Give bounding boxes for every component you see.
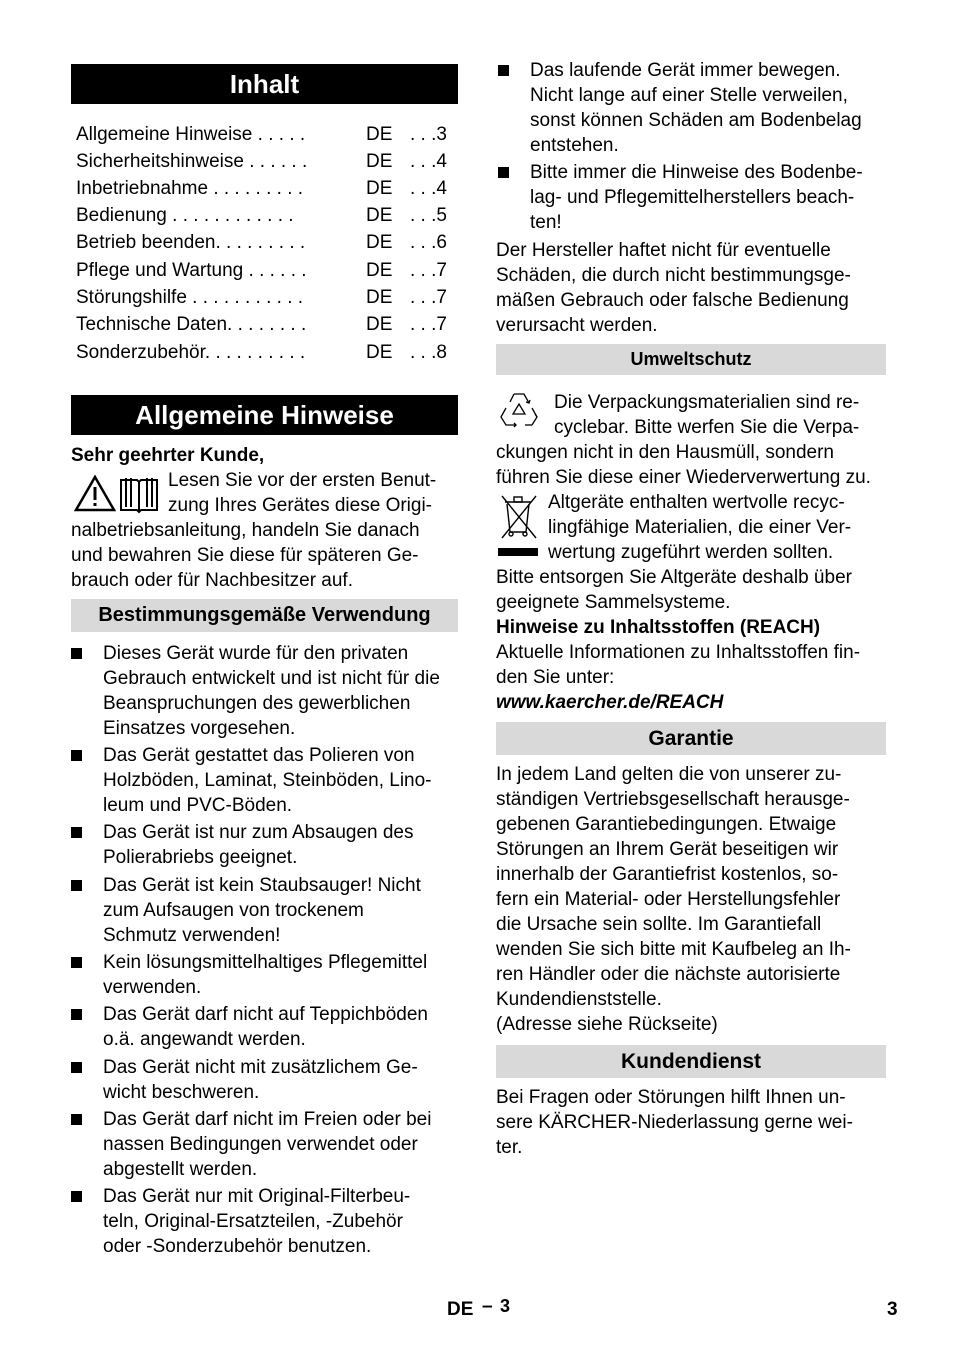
intro-line: nalbetriebsanleitung, handeln Sie danach xyxy=(71,520,420,541)
page-number: 3 xyxy=(887,1299,898,1320)
bullet-line: Das laufende Gerät immer bewegen. xyxy=(530,60,841,81)
warranty-line: wenden Sie sich bitte mit Kaufbeleg an Ih- xyxy=(496,939,851,960)
bullet-square-icon xyxy=(71,827,82,838)
bullet-line: zum Aufsaugen von trockenem xyxy=(103,900,364,921)
bullet-line: nassen Bedingungen verwendet oder xyxy=(103,1134,418,1155)
reach-url-link[interactable]: www.kaercher.de/REACH xyxy=(496,692,724,713)
list-item xyxy=(71,1107,458,1182)
toc-page: . . .7 xyxy=(410,314,447,335)
packaging-line: Die Verpackungsmaterialien sind re- xyxy=(554,392,860,413)
toc-row[interactable] xyxy=(76,257,456,284)
bullet-square-icon xyxy=(498,167,509,178)
old-device-line: Altgeräte enthalten wertvolle recyc- xyxy=(548,492,845,513)
list-item xyxy=(71,873,458,948)
packaging-line: cyclebar. Bitte werfen Sie die Verpa- xyxy=(554,417,860,438)
toc-title: Sonderzubehör. . . . . . . . . . xyxy=(76,342,306,363)
service-line: ter. xyxy=(496,1137,523,1158)
bullet-line: verwenden. xyxy=(103,977,202,998)
warranty-line: gebenen Garantiebedingungen. Etwaige xyxy=(496,814,837,835)
bullet-square-icon xyxy=(71,1114,82,1125)
liability-line: Schäden, die durch nicht bestimmungsge- xyxy=(496,265,851,286)
bullet-line: Schmutz verwenden! xyxy=(103,925,281,946)
toc-page: . . .7 xyxy=(410,260,447,281)
toc-title: Allgemeine Hinweise . . . . . xyxy=(76,124,306,145)
packaging-line: ckungen nicht in den Hausmüll, sondern xyxy=(496,442,834,463)
bullet-line: Holzböden, Laminat, Steinböden, Lino- xyxy=(103,770,432,791)
bullet-line: teln, Original-Ersatzteilen, -Zubehör xyxy=(103,1211,403,1232)
packaging-line: führen Sie diese einer Wiederverwertung zu. xyxy=(496,467,871,488)
bullet-line: Nicht lange auf einer Stelle verweilen, xyxy=(530,85,848,106)
bullet-line: sonst können Schäden am Bodenbelag xyxy=(530,110,862,131)
warranty-line: In jedem Land gelten die von unserer zu- xyxy=(496,764,842,785)
list-item xyxy=(71,950,458,1000)
list-item xyxy=(71,1055,458,1105)
list-item xyxy=(71,1002,458,1052)
toc-row[interactable] xyxy=(76,175,456,202)
bullet-square-icon xyxy=(71,880,82,891)
warranty-line: Störungen an Ihrem Gerät beseitigen wir xyxy=(496,839,839,860)
warranty-line: ren Händler oder die nächste autorisierte xyxy=(496,964,841,985)
bullet-line: lag- und Pflegemittelherstellers beach- xyxy=(530,187,855,208)
bullet-line: Das Gerät darf nicht im Freien oder bei xyxy=(103,1109,432,1130)
liability-line: mäßen Gebrauch oder falsche Bedienung xyxy=(496,290,849,311)
environment-heading: Umweltschutz xyxy=(496,344,886,375)
old-device-line: wertung zugeführt werden sollten. xyxy=(548,542,834,563)
toc-lang: DE xyxy=(366,178,393,199)
bullet-square-icon xyxy=(71,957,82,968)
service-heading: Kundendienst xyxy=(496,1045,886,1078)
bullet-line: abgestellt werden. xyxy=(103,1159,258,1180)
intro-line: zung Ihres Gerätes diese Origi- xyxy=(168,495,433,516)
toc-page: . . .5 xyxy=(410,205,447,226)
footer-lang-page: 3 xyxy=(500,1296,511,1316)
service-line: Bei Fragen oder Störungen hilft Ihnen un- xyxy=(496,1087,846,1108)
toc-row[interactable] xyxy=(76,148,456,175)
bullet-line: Das Gerät ist kein Staubsauger! Nicht xyxy=(103,875,421,896)
bullet-line: Das Gerät nicht mit zusätzlichem Ge- xyxy=(103,1057,418,1078)
toc-lang: DE xyxy=(366,151,393,172)
liability-line: Der Hersteller haftet nicht für eventuelle xyxy=(496,240,831,261)
reach-line: den Sie unter: xyxy=(496,667,615,688)
bullet-line: Polierabriebs geeignet. xyxy=(103,847,298,868)
reach-heading: Hinweise zu Inhaltsstoffen (REACH) xyxy=(496,617,821,638)
warranty-line: innerhalb der Garantiefrist kostenlos, so- xyxy=(496,864,839,885)
bullet-line: o.ä. angewandt werden. xyxy=(103,1029,306,1050)
warranty-line: (Adresse siehe Rückseite) xyxy=(496,1014,718,1035)
old-device-line: Bitte entsorgen Sie Altgeräte deshalb über xyxy=(496,567,852,588)
intro-line: Lesen Sie vor der ersten Benut- xyxy=(168,470,437,491)
toc-title: Bedienung . . . . . . . . . . . . xyxy=(76,205,294,226)
old-device-line: geeignete Sammelsysteme. xyxy=(496,592,731,613)
toc-title: Betrieb beenden. . . . . . . . . xyxy=(76,232,306,253)
toc-page: . . .3 xyxy=(410,124,447,145)
liability-line: verursacht werden. xyxy=(496,315,658,336)
list-item xyxy=(498,58,886,158)
bullet-line: ten! xyxy=(530,212,562,233)
toc-row[interactable] xyxy=(76,284,456,311)
warranty-line: ständigen Vertriebsgesellschaft herausge- xyxy=(496,789,850,810)
bullet-line: Das Gerät nur mit Original-Filterbeu- xyxy=(103,1186,411,1207)
crossed-bin-icon xyxy=(498,492,540,558)
toc-lang: DE xyxy=(366,287,393,308)
toc-title: Pflege und Wartung . . . . . . xyxy=(76,260,307,281)
old-device-line: lingfähige Materialien, die einer Ver- xyxy=(548,517,852,538)
toc-lang: DE xyxy=(366,314,393,335)
bullet-line: Dieses Gerät wurde für den privaten xyxy=(103,643,409,664)
intro-line: brauch oder für Nachbesitzer auf. xyxy=(71,570,353,591)
bullet-line: Das Gerät gestattet das Polieren von xyxy=(103,745,415,766)
list-item xyxy=(71,743,458,818)
toc-row[interactable] xyxy=(76,311,456,338)
usage-heading: Bestimmungsgemäße Verwendung xyxy=(71,599,458,632)
list-item xyxy=(498,160,886,235)
toc-row[interactable] xyxy=(76,202,456,229)
bullet-square-icon xyxy=(71,1062,82,1073)
bullet-line: entstehen. xyxy=(530,135,619,156)
toc-title: Technische Daten. . . . . . . . xyxy=(76,314,307,335)
general-heading: Allgemeine Hinweise xyxy=(71,395,458,435)
greeting: Sehr geehrter Kunde, xyxy=(71,445,265,466)
list-item xyxy=(71,641,458,741)
service-line: sere KÄRCHER-Niederlassung gerne wei- xyxy=(496,1112,853,1133)
bullet-line: leum und PVC-Böden. xyxy=(103,795,293,816)
toc-title: Inbetriebnahme . . . . . . . . . xyxy=(76,178,304,199)
toc-lang: DE xyxy=(366,260,393,281)
warranty-line: die Ursache sein sollte. Im Garantiefall xyxy=(496,914,822,935)
bullet-line: oder -Sonderzubehör benutzen. xyxy=(103,1236,372,1257)
intro-line: und bewahren Sie diese für späteren Ge- xyxy=(71,545,419,566)
toc-title: Sicherheitshinweise . . . . . . xyxy=(76,151,308,172)
bullet-square-icon xyxy=(71,1009,82,1020)
toc-lang: DE xyxy=(366,205,393,226)
bullet-square-icon xyxy=(71,648,82,659)
bullet-line: Beanspruchungen des gewerblichen xyxy=(103,693,411,714)
manual-book-icon xyxy=(117,474,161,514)
recycling-icon xyxy=(498,390,540,430)
bullet-square-icon xyxy=(71,1191,82,1202)
bullet-line: Das Gerät ist nur zum Absaugen des xyxy=(103,822,414,843)
bullet-line: Das Gerät darf nicht auf Teppichböden xyxy=(103,1004,428,1025)
bullet-line: Kein lösungsmittelhaltiges Pflegemittel xyxy=(103,952,428,973)
list-item xyxy=(71,820,458,870)
footer-dash: – xyxy=(482,1296,493,1317)
warranty-line: Kundendienststelle. xyxy=(496,989,662,1010)
toc-row[interactable] xyxy=(76,339,456,366)
toc-page: . . .4 xyxy=(410,178,447,199)
toc-lang: DE xyxy=(366,342,393,363)
toc-title: Störungshilfe . . . . . . . . . . . xyxy=(76,287,304,308)
warranty-line: fern ein Material- oder Herstellungsfehler xyxy=(496,889,841,910)
toc-lang: DE xyxy=(366,124,393,145)
toc-page: . . .6 xyxy=(410,232,447,253)
bullet-square-icon xyxy=(71,750,82,761)
toc-page: . . .8 xyxy=(410,342,447,363)
bullet-line: Gebrauch entwickelt und ist nicht für die xyxy=(103,668,440,689)
bullet-line: Bitte immer die Hinweise des Bodenbe- xyxy=(530,162,863,183)
bullet-line: wicht beschweren. xyxy=(103,1082,260,1103)
toc-row[interactable] xyxy=(76,229,456,256)
toc-heading: Inhalt xyxy=(71,64,458,104)
toc-row[interactable] xyxy=(76,121,456,148)
toc-lang: DE xyxy=(366,232,393,253)
bullet-line: Einsatzes vorgesehen. xyxy=(103,718,296,739)
warranty-heading: Garantie xyxy=(496,722,886,755)
toc-page: . . .4 xyxy=(410,151,447,172)
footer-lang-label: DE xyxy=(447,1299,474,1320)
bullet-square-icon xyxy=(498,65,509,76)
list-item xyxy=(71,1184,458,1259)
reach-line: Aktuelle Informationen zu Inhaltsstoffen fin- xyxy=(496,642,861,663)
toc-page: . . .7 xyxy=(410,287,447,308)
